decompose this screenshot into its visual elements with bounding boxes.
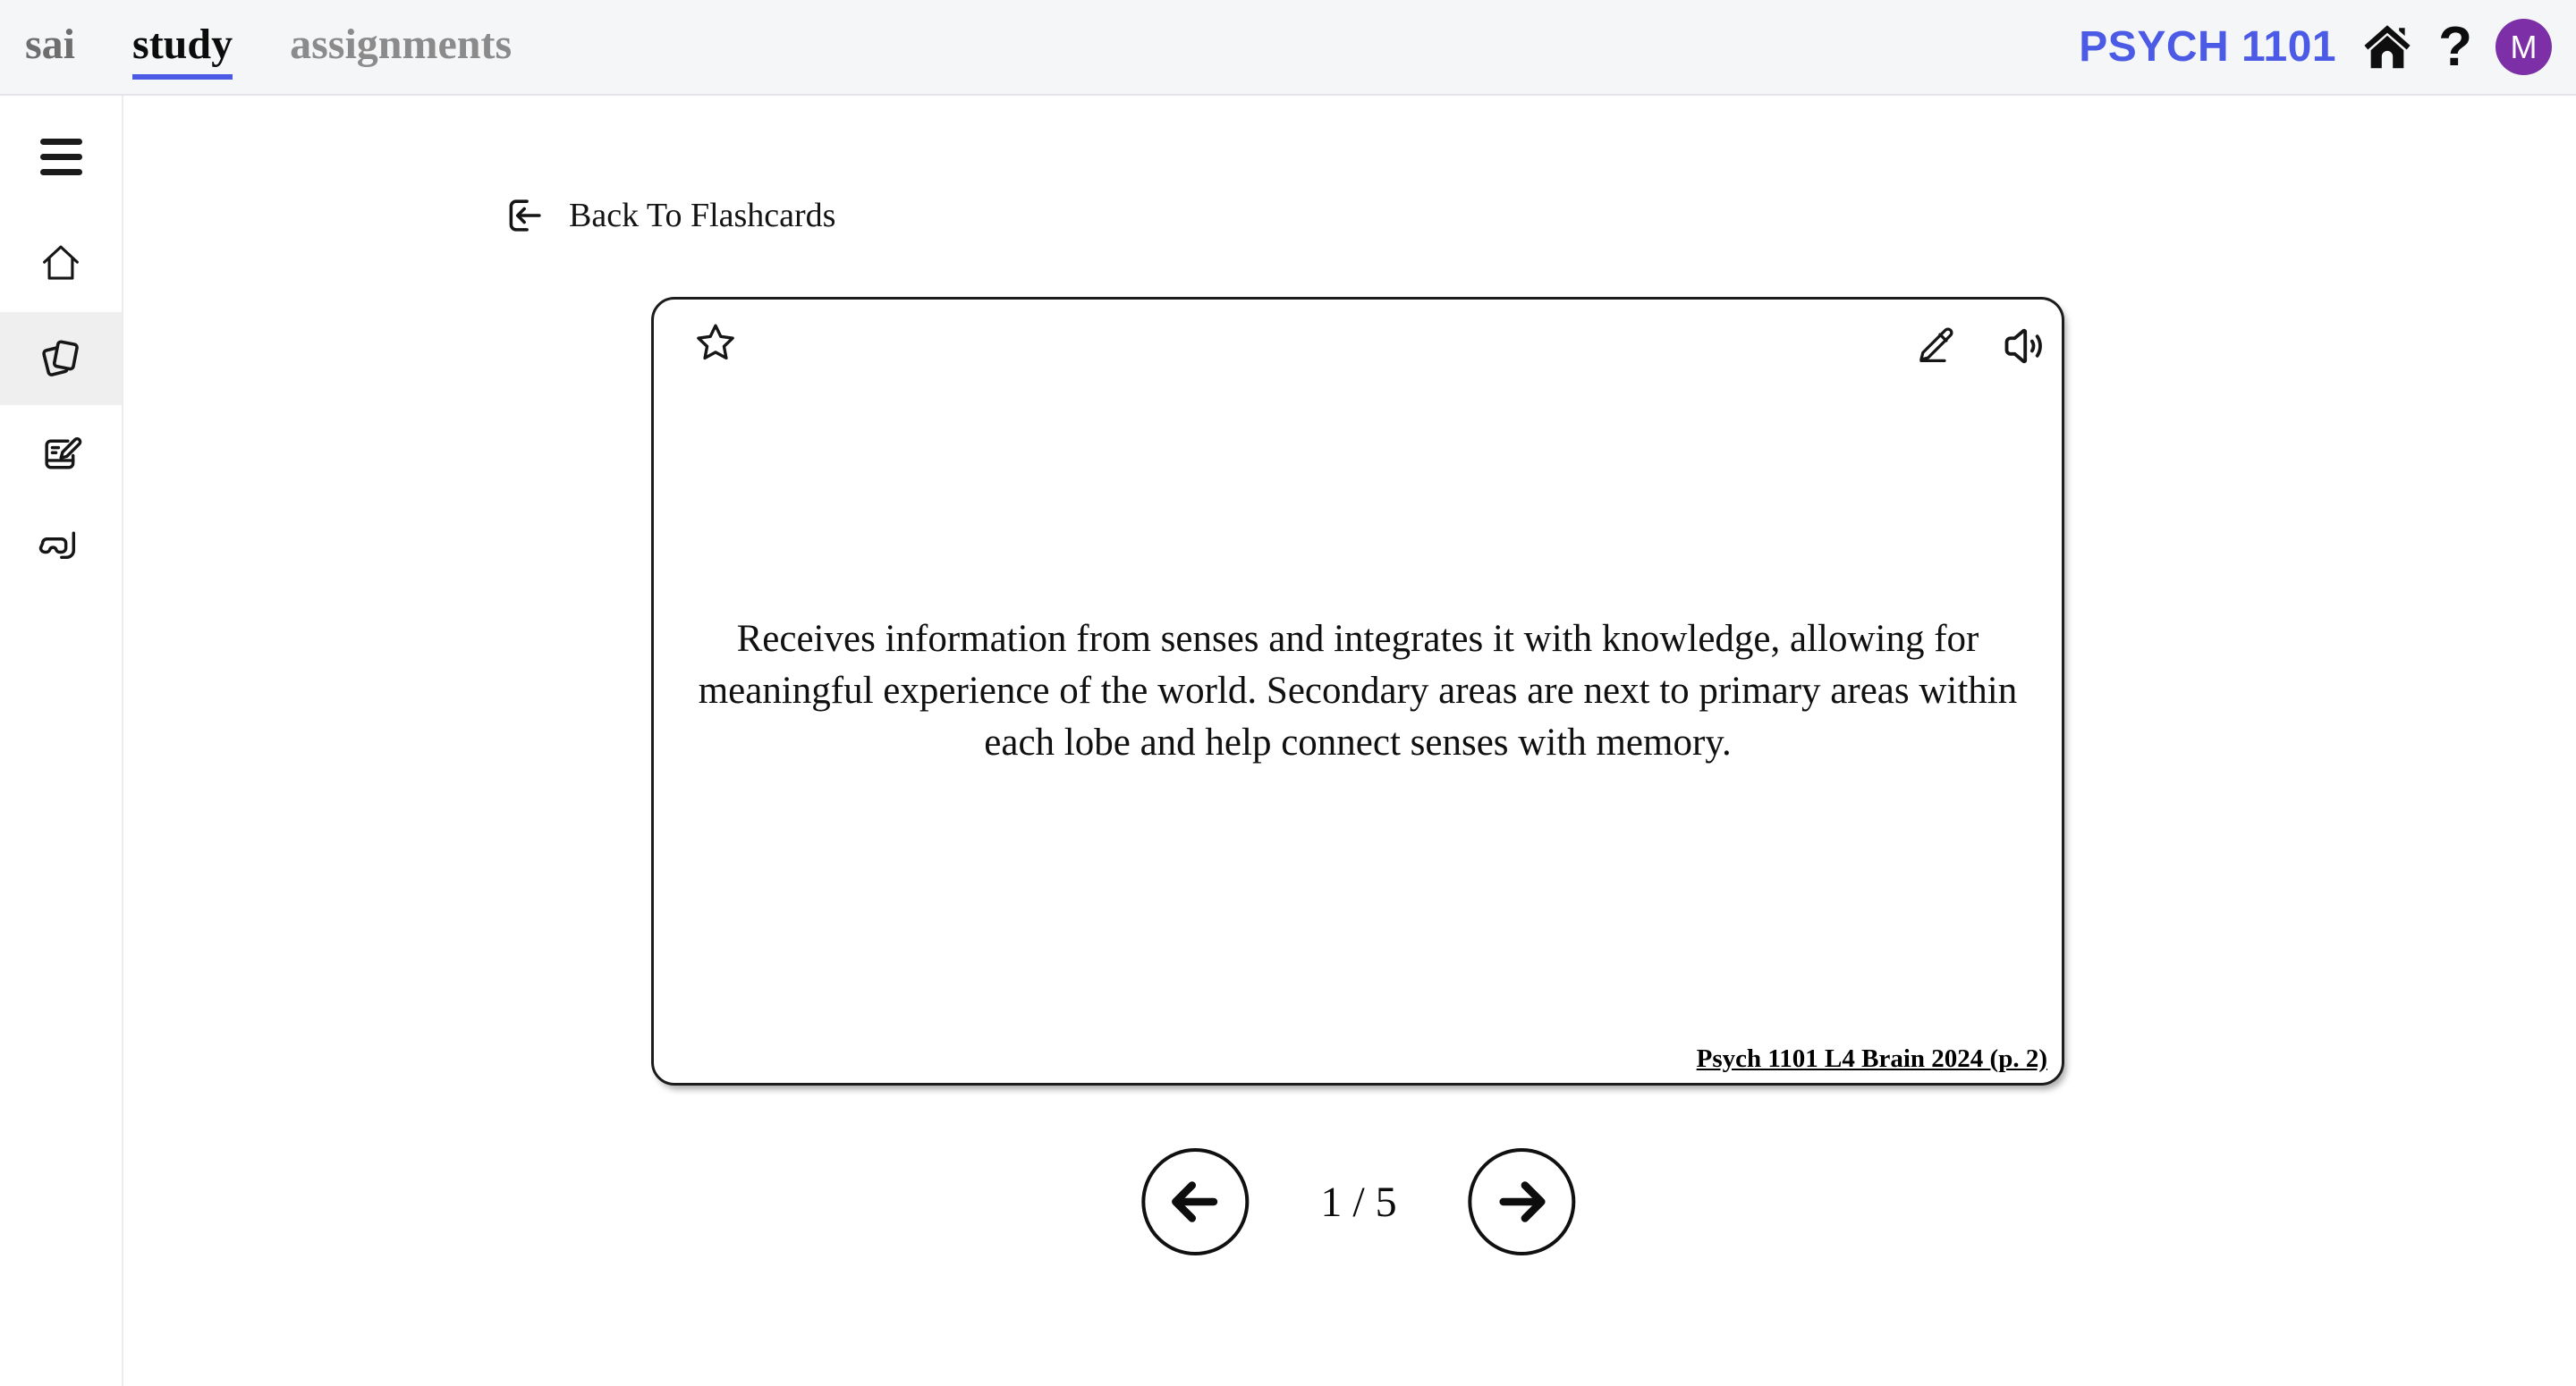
hamburger-menu-icon[interactable] <box>40 139 82 175</box>
top-bar <box>0 0 2576 96</box>
home-icon <box>38 241 83 285</box>
sidebar-item-flashcards[interactable] <box>0 312 122 405</box>
home-filled-icon[interactable] <box>2360 20 2415 75</box>
flashcard[interactable] <box>651 297 2064 1086</box>
avatar[interactable] <box>2496 19 2552 75</box>
source-link[interactable]: Psych 1101 L4 Brain 2024 (p. 2) <box>1696 1044 2047 1073</box>
back-to-flashcards-label: Back To Flashcards <box>569 197 836 234</box>
diving-mask-icon <box>38 526 84 572</box>
primary-nav <box>0 14 512 80</box>
tab-study[interactable]: study <box>132 23 233 80</box>
help-icon[interactable]: ? <box>2438 15 2472 78</box>
flashcard-text: Receives information from senses and integrates it with knowledge, allowing for meaningful experience of the world. Secondary areas are next to primary areas within each lobe and help connect senses with memory. <box>698 618 2018 764</box>
next-card-button[interactable] <box>1469 1148 1576 1255</box>
app-logo[interactable]: sai <box>25 21 76 68</box>
tab-assignments[interactable]: assignments <box>290 21 513 68</box>
exit-arrow-icon <box>503 193 547 238</box>
back-to-flashcards-button[interactable] <box>503 193 835 238</box>
flashcards-icon <box>37 334 85 383</box>
previous-card-button[interactable] <box>1141 1148 1249 1255</box>
topbar-right-cluster <box>2079 0 2552 94</box>
sidebar <box>0 96 123 1386</box>
avatar-initial: M <box>2510 28 2538 65</box>
sidebar-item-review[interactable] <box>0 503 122 596</box>
arrow-left-icon <box>1165 1172 1224 1231</box>
pager-controls <box>1141 1148 1575 1255</box>
card-counter: 1 / 5 <box>1320 1178 1397 1226</box>
notebook-pen-icon <box>38 431 84 477</box>
sidebar-item-notes[interactable] <box>0 408 122 501</box>
course-label[interactable]: PSYCH 1101 <box>2079 23 2337 71</box>
arrow-right-icon <box>1493 1172 1552 1231</box>
sidebar-item-home[interactable] <box>0 216 122 309</box>
flashcard-body <box>654 300 2062 1083</box>
